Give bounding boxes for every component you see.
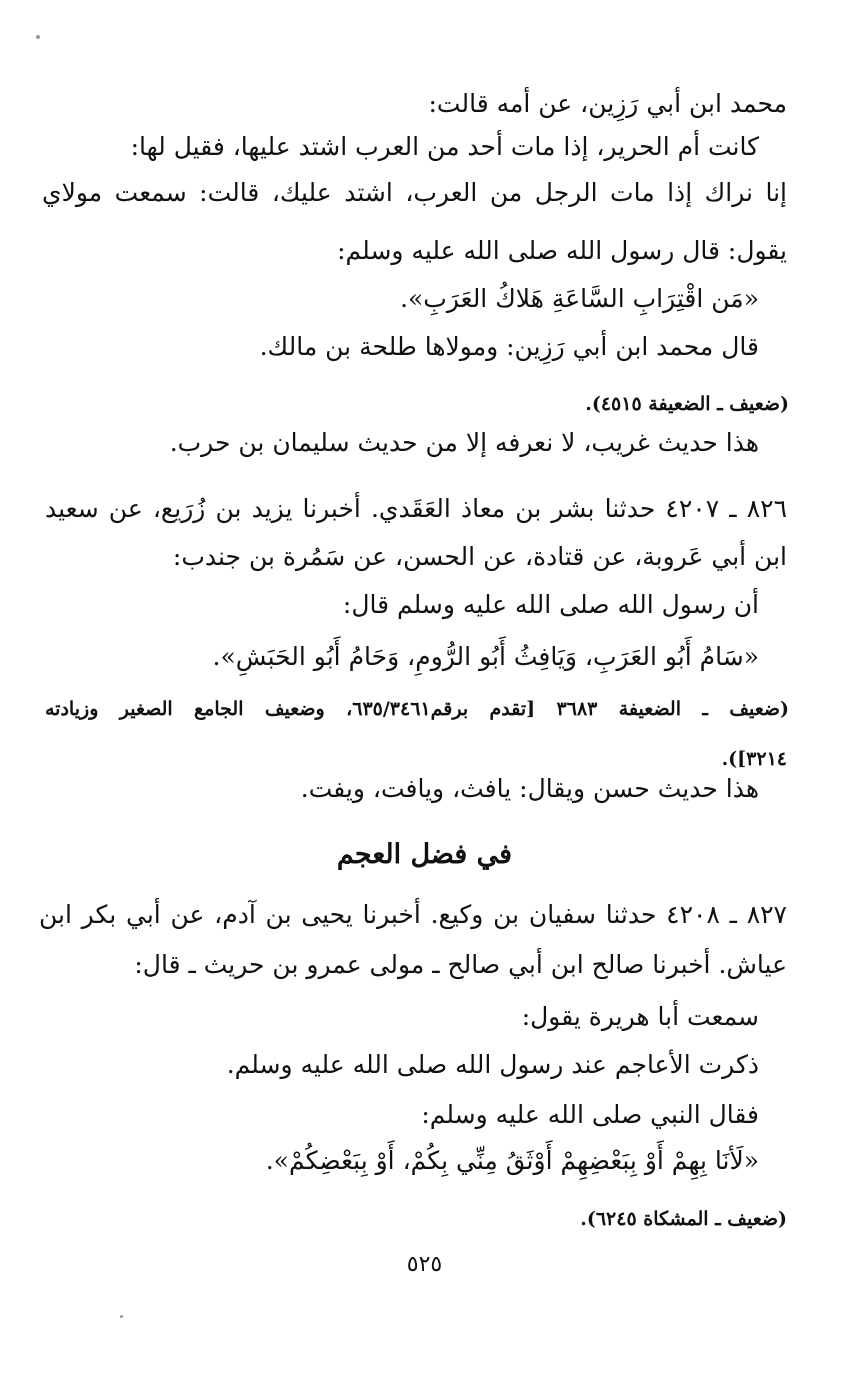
text-line-19: سمعت أبا هريرة يقول: bbox=[521, 1002, 759, 1031]
text-line-1: محمد ابن أبي رَزِين، عن أمه قالت: bbox=[428, 89, 787, 118]
grading-note-2: (ضعيف ـ الضعيفة ٣٦٨٣ [تقدم برقم٦٣٥/٣٤٦١، وضعيف الجامع الصغير وزيادته bbox=[45, 698, 790, 720]
grading-note-3: (ضعيف ـ المشكاة ٦٢٤٥). bbox=[580, 1208, 787, 1230]
section-heading: في فضل العجم bbox=[336, 839, 513, 870]
hadith-quote-2: «سَامُ أَبُو العَرَبِ، وَيَافِثُ أَبُو الرُّومِ، وَحَامُ أَبُو الحَبَشِ». bbox=[212, 642, 759, 671]
page-number: ٥٢٥ bbox=[406, 1252, 443, 1277]
text-line-8: هذا حديث غريب، لا نعرفه إلا من حديث سليمان بن حرب. bbox=[169, 428, 759, 457]
text-line-3: إنا نراك إذا مات الرجل من العرب، اشتد عليك، قالت: سمعت مولاي bbox=[42, 178, 787, 207]
scan-speck bbox=[120, 1315, 123, 1318]
text-line-6: قال محمد ابن أبي رَزِين: ومولاها طلحة بن مالك. bbox=[259, 332, 759, 361]
text-line-11: أن رسول الله صلى الله عليه وسلم قال: bbox=[342, 590, 759, 619]
text-line-20: ذكرت الأعاجم عند رسول الله صلى الله عليه وسلم. bbox=[226, 1050, 759, 1079]
text-line-2: كانت أم الحرير، إذا مات أحد من العرب اشتد عليها، فقيل لها: bbox=[130, 132, 759, 161]
text-line-4: يقول: قال رسول الله صلى الله عليه وسلم: bbox=[337, 236, 787, 265]
hadith-entry-827: ٨٢٧ ـ ٤٢٠٨ حدثنا سفيان بن وكيع. أخبرنا يحيى بن آدم، عن أبي بكر ابن bbox=[39, 900, 787, 929]
text-line-15: هذا حديث حسن ويقال: يافث، ويافت، ويفت. bbox=[300, 774, 759, 803]
hadith-quote-3: «لَأنَا بِهِمْ أَوْ بِبَعْضِهِمْ أَوْثَقُ مِنِّي بِكُمْ، أَوْ بِبَعْضِكُمْ». bbox=[265, 1146, 759, 1175]
text-line-10: ابن أبي عَروبة، عن قتادة، عن الحسن، عن سَمُرة بن جندب: bbox=[172, 542, 787, 571]
text-line-21: فقال النبي صلى الله عليه وسلم: bbox=[421, 1100, 759, 1129]
grading-note-1: (ضعيف ـ الضعيفة ٤٥١٥). bbox=[585, 393, 789, 415]
hadith-entry-826: ٨٢٦ ـ ٤٢٠٧ حدثنا بشر بن معاذ العَقَدي. أخبرنا يزيد بن زُرَيع، عن سعيد bbox=[45, 494, 788, 523]
scan-speck bbox=[36, 35, 40, 39]
text-line-18: عياش. أخبرنا صالح ابن أبي صالح ـ مولى عمرو بن حريث ـ قال: bbox=[134, 950, 787, 979]
hadith-quote-1: «مَن اقْتِرَابِ السَّاعَةِ هَلاكُ العَرَبِ». bbox=[400, 284, 759, 313]
grading-note-2-cont: ٣٢١٤]). bbox=[721, 748, 787, 770]
